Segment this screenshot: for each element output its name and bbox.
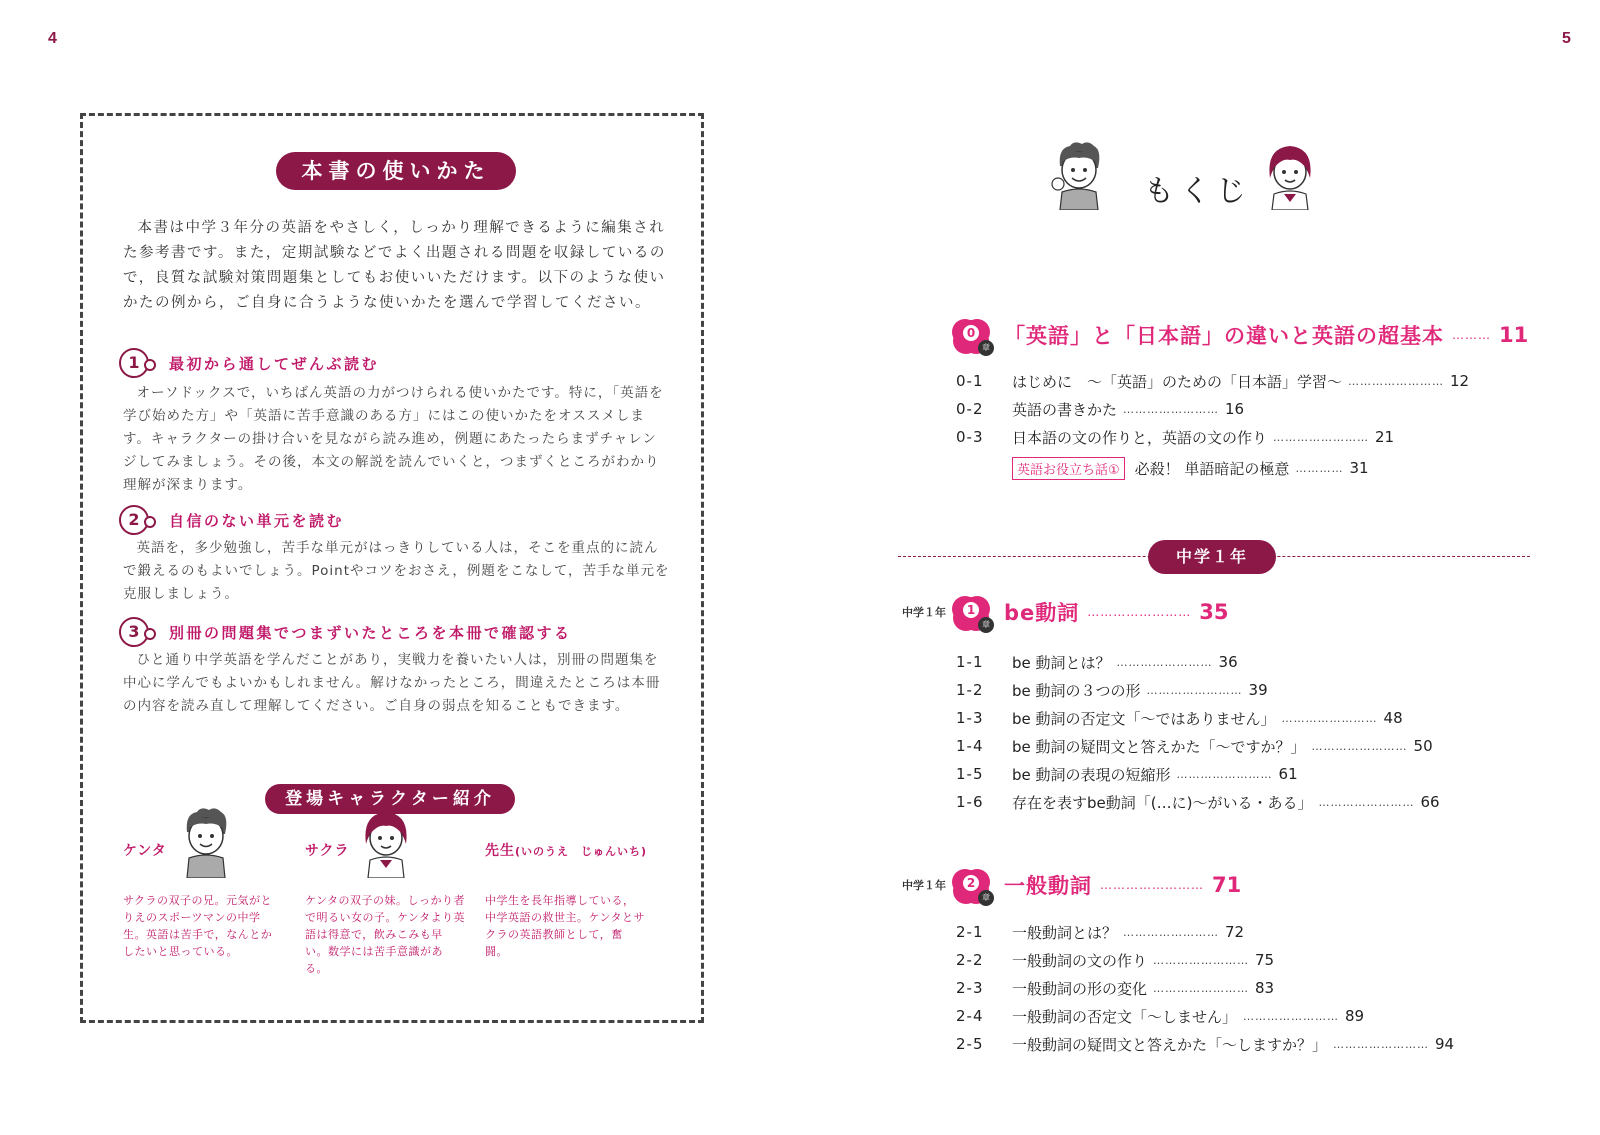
toc-entry[interactable]: 2-2 一般動詞の文の作り …………………… 75 xyxy=(956,951,1275,970)
method-number-badge: 2 xyxy=(119,505,149,535)
method-number-badge: 3 xyxy=(119,617,149,647)
toc-entry[interactable]: 2-5 一般動詞の疑問文と答えかた「～しますか？」 …………………… 94 xyxy=(956,1035,1455,1054)
toc-entry[interactable]: 2-3 一般動詞の形の変化 …………………… 83 xyxy=(956,979,1275,998)
toc-entry[interactable]: 1-6 存在を表すbe動詞「(…に)～がいる・ある」 …………………… 66 xyxy=(956,793,1440,812)
year-label: 中学１年 xyxy=(1148,540,1276,574)
method-2-heading xyxy=(119,505,344,535)
dot-leader: …………………… xyxy=(1100,878,1204,892)
page-number-left: 4 xyxy=(48,30,57,47)
chapter-2-heading[interactable] xyxy=(902,863,1242,907)
howto-title: 本書の使いかた xyxy=(276,152,516,190)
kenta-illustration xyxy=(179,806,233,878)
toc-entry[interactable]: 0-1 はじめに ～「英語」のための「日本語」学習～ …………………… 12 xyxy=(956,372,1470,391)
chapter-1-page: 35 xyxy=(1199,600,1229,624)
method-3-text: ひと通り中学英語を学んだことがあり，実戦力を養いたい人は，別冊の問題集を中心に学んでもよいかもしれません。解けなかったところ，間違えたところは本冊の内容を読み直して理解してください。ご自身の弱点を知ることもできます。 xyxy=(123,652,661,714)
method-1-title: 最初から通してぜんぶ読む xyxy=(169,354,380,373)
page-number-right: 5 xyxy=(1562,30,1571,47)
character-name-teacher: 先生(いのうえ じゅんいち) xyxy=(485,843,648,859)
chapter-0-title: 「英語」と「日本語」の違いと英語の超基本 xyxy=(1004,324,1444,348)
chapter-2-title: 一般動詞 xyxy=(1004,874,1092,898)
toc-entry[interactable]: 1-3 be 動詞の否定文「～ではありません」 …………………… 48 xyxy=(956,709,1403,728)
method-3-title: 別冊の問題集でつまずいたところを本冊で確認する xyxy=(169,623,572,642)
dot-leader: …………………… xyxy=(1087,605,1192,619)
character-name-sakura: サクラ xyxy=(305,843,350,859)
character-desc-sakura: ケンタの双子の妹。しっかり者で明るい女の子。ケンタより英語は得意で，飲みこみも早い。数学には苦手意識がある。 xyxy=(305,894,466,975)
characters-title: 登場キャラクター紹介 xyxy=(265,784,515,814)
toc-title: もくじ xyxy=(1144,174,1252,209)
method-2-title: 自信のない単元を読む xyxy=(169,511,345,530)
chapter-year: 中学１年 xyxy=(902,606,946,619)
toc-entry[interactable]: 1-4 be 動詞の疑問文と答えかた「～ですか？」 …………………… 50 xyxy=(956,737,1433,756)
howto-intro: 本書は中学３年分の英語をやさしく，しっかり理解できるように編集された参考書です。また，定期試験などでよく出題される問題を収録しているので，良質な試験対策問題集としてもお使いいただけます。以下のような使いかたの例から，ご自身に合うような使いかたを選んで学習してください。 xyxy=(123,220,666,311)
method-number-badge: 1 xyxy=(119,348,149,378)
chapter-2-page: 71 xyxy=(1212,873,1242,897)
method-1-heading xyxy=(119,348,379,378)
chapter-0-page: 11 xyxy=(1499,323,1529,347)
chapter-number-flower-icon: 0 章 xyxy=(952,316,990,354)
chapter-1-title: be動詞 xyxy=(1004,601,1080,625)
sakura-toc-illustration xyxy=(1262,142,1318,210)
toc-entry[interactable]: 1-1 be 動詞とは？ …………………… 36 xyxy=(956,653,1238,672)
chapter-year: 中学１年 xyxy=(902,879,946,892)
chapter-0-heading[interactable] xyxy=(952,313,1528,357)
toc-tip-entry[interactable]: 英語お役立ち話① 必殺！ 単語暗記の極意 ………… 31 xyxy=(1012,455,1369,481)
chapter-1-heading[interactable] xyxy=(902,590,1229,634)
toc-entry[interactable]: 2-4 一般動詞の否定文「～しません」 …………………… 89 xyxy=(956,1007,1365,1026)
sakura-illustration xyxy=(360,808,412,878)
kenta-toc-illustration xyxy=(1050,140,1110,210)
method-1-text: オーソドックスで，いちばん英語の力がつけられる使いかたです。特に，「英語を学び始めた方」や「英語に苦手意識のある方」にはこの使いかたをオススメします。キャラクターの掛け合いを見ながら読み進め，例題にあたったらまずチャレンジしてみましょう。その後，本文の解説を読んでいくと，つまずくところがわかり理解が深まります。 xyxy=(123,385,664,493)
toc-entry[interactable]: 1-5 be 動詞の表現の短縮形 …………………… 61 xyxy=(956,765,1298,784)
dot-leader: ……… xyxy=(1452,328,1491,342)
character-desc-kenta: サクラの双子の兄。元気がとりえのスポーツマンの中学生。英語は苦手で，なんとかしたいと思っている。 xyxy=(123,894,273,958)
chapter-number-flower-icon: 1 章 xyxy=(952,593,990,631)
character-desc-teacher: 中学生を長年指導している，中学英語の救世主。ケンタとサクラの英語教師として，奮闘。 xyxy=(485,894,646,958)
toc-entry[interactable]: 0-3 日本語の文の作りと，英語の文の作り …………………… 21 xyxy=(956,428,1395,447)
character-name-kenta: ケンタ xyxy=(123,843,167,859)
howto-box xyxy=(80,113,704,1023)
toc-entry[interactable]: 2-1 一般動詞とは？ …………………… 72 xyxy=(956,923,1245,942)
method-2-text: 英語を，多少勉強し，苦手な単元がはっきりしている人は，そこを重点的に読んで鍛えるのもよいでしょう。Pointやコツをおさえ，例題をこなして，苦手な単元を克服しましょう。 xyxy=(123,540,670,602)
method-3-heading xyxy=(119,617,572,647)
chapter-number-flower-icon: 2 章 xyxy=(952,866,990,904)
tip-tag: 英語お役立ち話① xyxy=(1012,457,1125,480)
toc-entry[interactable]: 0-2 英語の書きかた …………………… 16 xyxy=(956,400,1245,419)
toc-entry[interactable]: 1-2 be 動詞の３つの形 …………………… 39 xyxy=(956,681,1268,700)
